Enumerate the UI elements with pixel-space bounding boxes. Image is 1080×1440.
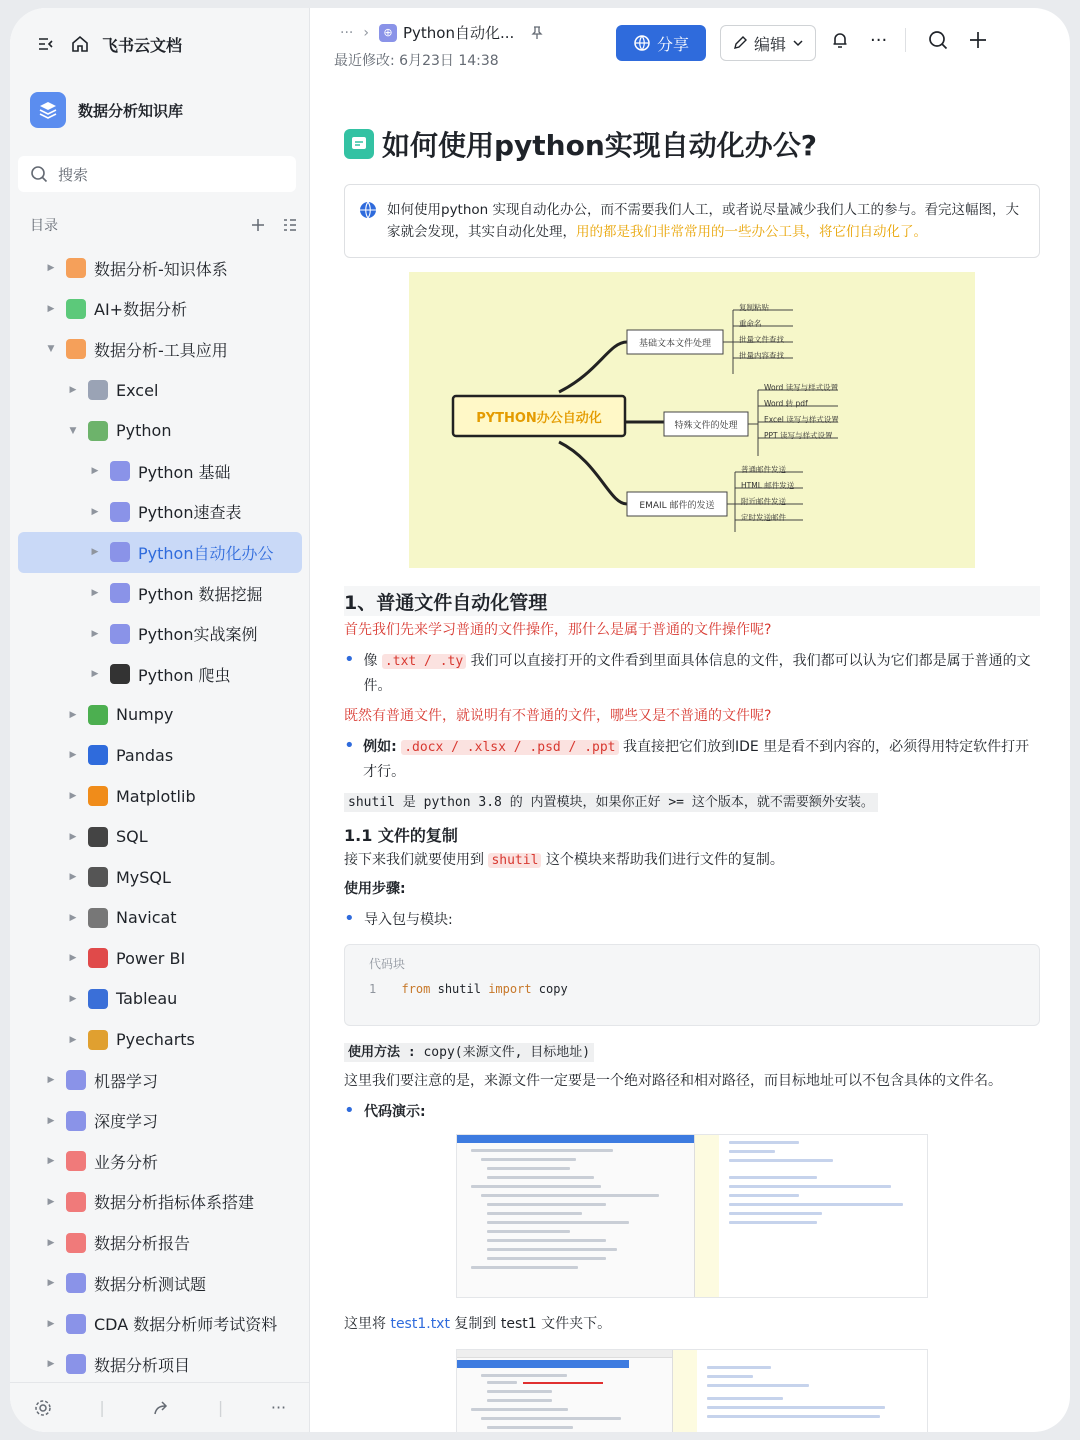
- file-link[interactable]: test1.txt: [390, 1316, 450, 1332]
- sidebar-item-label: Python: [116, 421, 172, 441]
- share-out-icon[interactable]: [152, 1399, 170, 1417]
- mindmap-branch: 基础文本文件处理: [638, 338, 711, 349]
- note-text: shutil 是 python 3.8 的 内置模块，如果你正好 >= 这个版本，就不需要额外安装。: [344, 793, 878, 812]
- caret-right-icon[interactable]: ▶: [47, 1237, 55, 1248]
- app-name: 飞书云文档: [102, 35, 183, 55]
- sidebar-item-label: Python自动化办公: [138, 543, 274, 563]
- caret-right-icon[interactable]: ▶: [69, 872, 77, 883]
- header-actions: [830, 28, 988, 52]
- mindmap-leaf: Word 转 pdf: [764, 399, 808, 408]
- sidebar-item[interactable]: [18, 695, 302, 736]
- main-content: [310, 8, 1070, 1432]
- settings-icon[interactable]: [34, 1399, 52, 1417]
- mindmap-leaf: HTML 邮件发送: [741, 481, 795, 490]
- edit-button[interactable]: [720, 25, 816, 61]
- caret-right-icon[interactable]: ▶: [69, 993, 77, 1004]
- doc-emoji-icon: [344, 129, 374, 159]
- more-icon[interactable]: ···: [270, 1398, 287, 1417]
- sidebar-item[interactable]: [18, 776, 302, 817]
- doc-title-text: 如何使用python实现自动化办公?: [382, 129, 818, 162]
- doc-icon: [66, 1314, 86, 1334]
- search-doc-icon[interactable]: [928, 30, 948, 50]
- sidebar-item[interactable]: [18, 1303, 302, 1344]
- caret-right-icon[interactable]: ▶: [69, 750, 77, 761]
- sidebar-item[interactable]: [18, 654, 302, 695]
- mindmap-root: PYTHON办公自动化: [476, 410, 602, 426]
- sidebar-item-label: 数据分析报告: [94, 1234, 191, 1254]
- bullet-prefix: 像: [363, 653, 378, 669]
- mindmap-branch: 特殊文件的处理: [674, 420, 738, 431]
- doc-icon: [66, 1151, 86, 1171]
- sidebar-item[interactable]: [18, 816, 302, 857]
- breadcrumb: [340, 22, 544, 43]
- mindmap-leaf: Excel 读写与样式设置: [764, 415, 839, 424]
- bullet-text: 代码演示:: [364, 1104, 426, 1120]
- edit-label: 编辑: [753, 34, 786, 54]
- share-button[interactable]: [616, 25, 706, 61]
- caret-right-icon[interactable]: ▶: [47, 1156, 55, 1167]
- sidebar-item[interactable]: [18, 1060, 302, 1101]
- code-line: [369, 982, 1015, 996]
- code-keyword: from: [401, 982, 431, 996]
- share-label: 分享: [656, 34, 689, 54]
- usage-label: 使用方法 :: [348, 1045, 416, 1060]
- sidebar-item[interactable]: [18, 248, 302, 289]
- add-icon[interactable]: [250, 217, 266, 233]
- inline-code: .txt / .ty: [382, 654, 466, 669]
- sidebar-item[interactable]: [18, 451, 302, 492]
- caret-right-icon[interactable]: ▶: [47, 1196, 55, 1207]
- question-text: 既然有普通文件，就说明有不普通的文件，哪些又是不普通的文件呢?: [344, 708, 772, 724]
- mindmap-leaf: Word 读写与样式设置: [764, 383, 839, 392]
- search-placeholder: 搜索: [58, 165, 89, 184]
- caret-right-icon[interactable]: ▶: [69, 791, 77, 802]
- doc-short-title[interactable]: Python自动化...: [402, 24, 515, 42]
- sidebar-item-label: MySQL: [116, 867, 171, 887]
- python-icon: [88, 421, 108, 441]
- sidebar-item-label: Numpy: [116, 705, 174, 725]
- bullet-item: • 导入包与模块:: [344, 908, 1040, 932]
- sidebar-item[interactable]: [18, 1263, 302, 1304]
- sidebar-item[interactable]: [18, 1182, 302, 1223]
- sidebar-item[interactable]: [18, 1019, 302, 1060]
- caret-right-icon[interactable]: ▶: [47, 1115, 55, 1126]
- pencil-icon: [732, 35, 748, 51]
- sidebar-item[interactable]: [18, 329, 302, 370]
- sidebar-item-label: 数据分析测试题: [94, 1274, 207, 1294]
- layers-icon: [30, 92, 66, 128]
- mindmap-leaf: PPT 读写与样式设置: [764, 431, 833, 440]
- sidebar-item-label: Python 数据挖掘: [138, 584, 263, 604]
- ide-screenshot: [456, 1134, 928, 1298]
- doc-icon: [66, 1233, 86, 1253]
- code-name: copy: [538, 982, 568, 996]
- book-green-icon: [88, 705, 108, 725]
- chevron-right-icon: ›: [363, 24, 369, 41]
- globe-doc-icon: [110, 502, 130, 522]
- sidebar-item-label: 业务分析: [94, 1152, 159, 1172]
- sidebar-item[interactable]: [18, 289, 302, 330]
- divider: [905, 28, 906, 52]
- doc-icon: [66, 1354, 86, 1374]
- subsection-heading: 1.1 文件的复制: [344, 826, 458, 845]
- mindmap-leaf: 普通邮件发送: [741, 465, 786, 474]
- code-block-label: 代码块: [369, 957, 406, 971]
- sidebar-item-label: SQL: [116, 827, 148, 847]
- chevron-down-icon: [792, 37, 804, 49]
- caret-right-icon[interactable]: ▶: [91, 547, 99, 558]
- globe-callout-icon: [359, 201, 377, 226]
- sidebar-item[interactable]: [18, 1344, 302, 1385]
- down-trend-icon: [88, 989, 108, 1009]
- sidebar-item[interactable]: [18, 492, 302, 533]
- mindmap-leaf: 批量内容查找: [739, 351, 784, 360]
- sidebar-item-label: Pyecharts: [116, 1030, 195, 1050]
- last-modified: 最近修改: 6月23日 14:38: [334, 53, 499, 69]
- usage-code: copy(来源文件, 目标地址): [423, 1045, 591, 1060]
- folder-icon: [66, 258, 86, 278]
- bullet-text: 我们可以直接打开的文件看到里面具体信息的文件，我们都可以认为它们都是属于普通的文件。: [363, 653, 1031, 694]
- sidebar-item-label: 数据分析指标体系搭建: [94, 1193, 255, 1213]
- bullet-text: 导入包与模块:: [364, 912, 453, 928]
- ide-screenshot-2: [456, 1349, 928, 1432]
- sidebar-item[interactable]: [18, 1222, 302, 1263]
- sidebar-item-label: 机器学习: [94, 1071, 159, 1091]
- book-orange-icon: [88, 786, 108, 806]
- pin-icon[interactable]: [530, 26, 544, 40]
- sidebar-item-label: 深度学习: [94, 1112, 159, 1132]
- inline-code: shutil: [488, 853, 541, 868]
- line-chart-icon: [88, 948, 108, 968]
- paragraph-text: 这里我们要注意的是，来源文件一定要是一个绝对路径和相对路径，而目标地址可以不包含具体的文件名。: [344, 1073, 1002, 1089]
- sidebar-item[interactable]: [18, 898, 302, 939]
- bulb-icon: [66, 299, 86, 319]
- code-keyword: import: [488, 982, 532, 996]
- caret-right-icon[interactable]: ▶: [91, 506, 99, 517]
- callout-highlight: 用的都是我们非常常用的一些办公工具，将它们自动化了。: [576, 224, 927, 240]
- bullet-item: • 例如: .docx / .xlsx / .psd / .ppt 我直接把它们放到IDE 里是看不到内容的，必须得用特定软件打开才行。: [344, 735, 1030, 780]
- doc-header: [310, 8, 1070, 80]
- ruler-icon: [88, 380, 108, 400]
- bar-chart-icon: [88, 1030, 108, 1050]
- cabinet-icon: [88, 867, 108, 887]
- line-number: 1: [369, 982, 377, 996]
- code-block[interactable]: [344, 944, 1040, 1026]
- sidebar-item-label: Python速查表: [138, 503, 242, 523]
- steps-label: 使用步骤:: [344, 881, 406, 897]
- caret-right-icon[interactable]: ▶: [47, 1318, 55, 1329]
- caret-right-icon[interactable]: ▶: [69, 831, 77, 842]
- paragraph-text: 这个模块来帮助我们进行文件的复制。: [545, 852, 784, 868]
- doc-icon: [66, 1273, 86, 1293]
- screen-doc-icon: [110, 624, 130, 644]
- bullet-prefix: 例如:: [363, 739, 397, 755]
- sidebar-item-label: Pandas: [116, 745, 174, 765]
- doc-tree: [18, 248, 302, 1385]
- spider-icon: [110, 664, 130, 684]
- caret-right-icon[interactable]: ▶: [91, 588, 99, 599]
- breadcrumb-more[interactable]: ···: [340, 24, 354, 41]
- bullet-item: • 代码演示:: [344, 1100, 1040, 1124]
- sidebar-item[interactable]: [18, 410, 302, 451]
- document-body: [344, 122, 1040, 1432]
- sidebar-item[interactable]: [18, 370, 302, 411]
- sidebar-item-label: 数据分析-工具应用: [94, 340, 228, 360]
- sidebar-item-label: AI+数据分析: [94, 300, 188, 320]
- sidebar-item-label: CDA 数据分析师考试资料: [94, 1315, 278, 1335]
- section-heading: 1、普通文件自动化管理: [344, 586, 1040, 616]
- bell-icon[interactable]: [830, 30, 850, 50]
- sidebar-topbar: [10, 8, 310, 80]
- globe-doc-icon: [110, 583, 130, 603]
- sidebar-item-label: Excel: [116, 380, 159, 400]
- search-icon: [30, 165, 48, 183]
- sidebar: [10, 8, 310, 1432]
- sidebar-item[interactable]: [18, 979, 302, 1020]
- caret-down-icon[interactable]: ▼: [47, 344, 55, 355]
- caret-right-icon[interactable]: ▶: [47, 263, 55, 274]
- paragraph-text: 复制到 test1 文件夹下。: [454, 1316, 612, 1332]
- sidebar-item[interactable]: [18, 1100, 302, 1141]
- mindmap-image: [409, 272, 975, 568]
- sidebar-item[interactable]: [18, 532, 302, 573]
- outline-icon[interactable]: [282, 217, 298, 233]
- caret-right-icon[interactable]: ▶: [69, 953, 77, 964]
- more-actions-icon[interactable]: ···: [870, 29, 888, 51]
- caret-down-icon[interactable]: ▼: [69, 425, 77, 436]
- sidebar-item-label: Matplotlib: [116, 786, 196, 806]
- sidebar-item[interactable]: [18, 857, 302, 898]
- caret-right-icon[interactable]: ▶: [69, 385, 77, 396]
- toc-label: 目录: [30, 218, 58, 234]
- gear-badge-icon: [88, 908, 108, 928]
- sidebar-item-label: Python实战案例: [138, 625, 258, 645]
- home-icon[interactable]: [70, 34, 90, 54]
- folder-icon: [66, 339, 86, 359]
- callout-box: [344, 184, 1040, 258]
- caret-right-icon[interactable]: ▶: [69, 1034, 77, 1045]
- sidebar-item[interactable]: [18, 1141, 302, 1182]
- sidebar-item-label: Tableau: [116, 989, 178, 1009]
- mindmap-leaf: 附近邮件发送: [741, 497, 786, 506]
- mindmap-branch: EMAIL 邮件的发送: [639, 500, 715, 511]
- caret-right-icon[interactable]: ▶: [91, 466, 99, 477]
- collapse-sidebar-icon[interactable]: [36, 34, 56, 54]
- doc-icon: [66, 1192, 86, 1212]
- doc-icon: [66, 1070, 86, 1090]
- caret-right-icon[interactable]: ▶: [91, 628, 99, 639]
- sidebar-item[interactable]: [18, 613, 302, 654]
- inline-code: .docx / .xlsx / .psd / .ppt: [401, 740, 618, 755]
- sidebar-bottombar: | | ···: [10, 1382, 310, 1432]
- sidebar-item-label: Navicat: [116, 908, 177, 928]
- sidebar-item[interactable]: [18, 938, 302, 979]
- caret-right-icon[interactable]: ▶: [47, 303, 55, 314]
- globe-doc-icon: [110, 542, 130, 562]
- book-blue-icon: [88, 745, 108, 765]
- caret-right-icon[interactable]: ▶: [69, 912, 77, 923]
- caret-right-icon[interactable]: ▶: [47, 1359, 55, 1370]
- knowledge-base-name: 数据分析知识库: [78, 101, 184, 120]
- mindmap-leaf: 重命名: [739, 319, 762, 328]
- doc-icon: [66, 1111, 86, 1131]
- mindmap-leaf: 定时发送邮件: [741, 513, 786, 522]
- knowledge-base[interactable]: [30, 92, 183, 128]
- caret-right-icon[interactable]: ▶: [47, 1278, 55, 1289]
- search-input[interactable]: [18, 156, 296, 192]
- caret-right-icon[interactable]: ▶: [91, 669, 99, 680]
- sidebar-item-label: Power BI: [116, 948, 186, 968]
- sidebar-item[interactable]: [18, 735, 302, 776]
- sidebar-item-label: 数据分析项目: [94, 1355, 191, 1375]
- mindmap-leaf: 复制粘贴: [739, 303, 769, 312]
- caret-right-icon[interactable]: ▶: [47, 1075, 55, 1086]
- globe-doc-icon: ⊕: [379, 24, 397, 42]
- card-icon: [88, 827, 108, 847]
- bullet-text: 我直接把它们放到IDE 里是看不到内容的，必须得用特定软件打开才行。: [363, 739, 1030, 780]
- sidebar-item-label: Python 基础: [138, 462, 231, 482]
- question-text: 首先我们先来学习普通的文件操作，那什么是属于普通的文件操作呢?: [344, 622, 772, 638]
- callout-text: 如何使用python 实现自动化办公，而不需要我们人工，或者说尽量减少我们人工的参与。看完这幅图，大家就会发现，其实自动化处理，: [387, 202, 1020, 240]
- paragraph-text: 接下来我们就要使用到: [344, 852, 484, 868]
- paragraph-text: 这里将: [344, 1316, 386, 1332]
- mindmap-leaf: 批量文件查找: [739, 335, 784, 344]
- app-window: [10, 8, 1070, 1432]
- sidebar-item-label: Python 爬虫: [138, 665, 231, 685]
- plus-icon[interactable]: [968, 30, 988, 50]
- sidebar-item-label: 数据分析-知识体系: [94, 259, 228, 279]
- bullet-item: • 像 .txt / .ty 我们可以直接打开的文件看到里面具体信息的文件，我们都可以认为它们都是属于普通的文件。: [344, 649, 1031, 694]
- doc-title: [344, 122, 1040, 166]
- toc-header: [30, 215, 298, 235]
- caret-right-icon[interactable]: ▶: [69, 709, 77, 720]
- home-doc-icon: [110, 461, 130, 481]
- globe-icon: [633, 34, 651, 52]
- code-module: shutil: [437, 982, 481, 996]
- sidebar-item[interactable]: [18, 573, 302, 614]
